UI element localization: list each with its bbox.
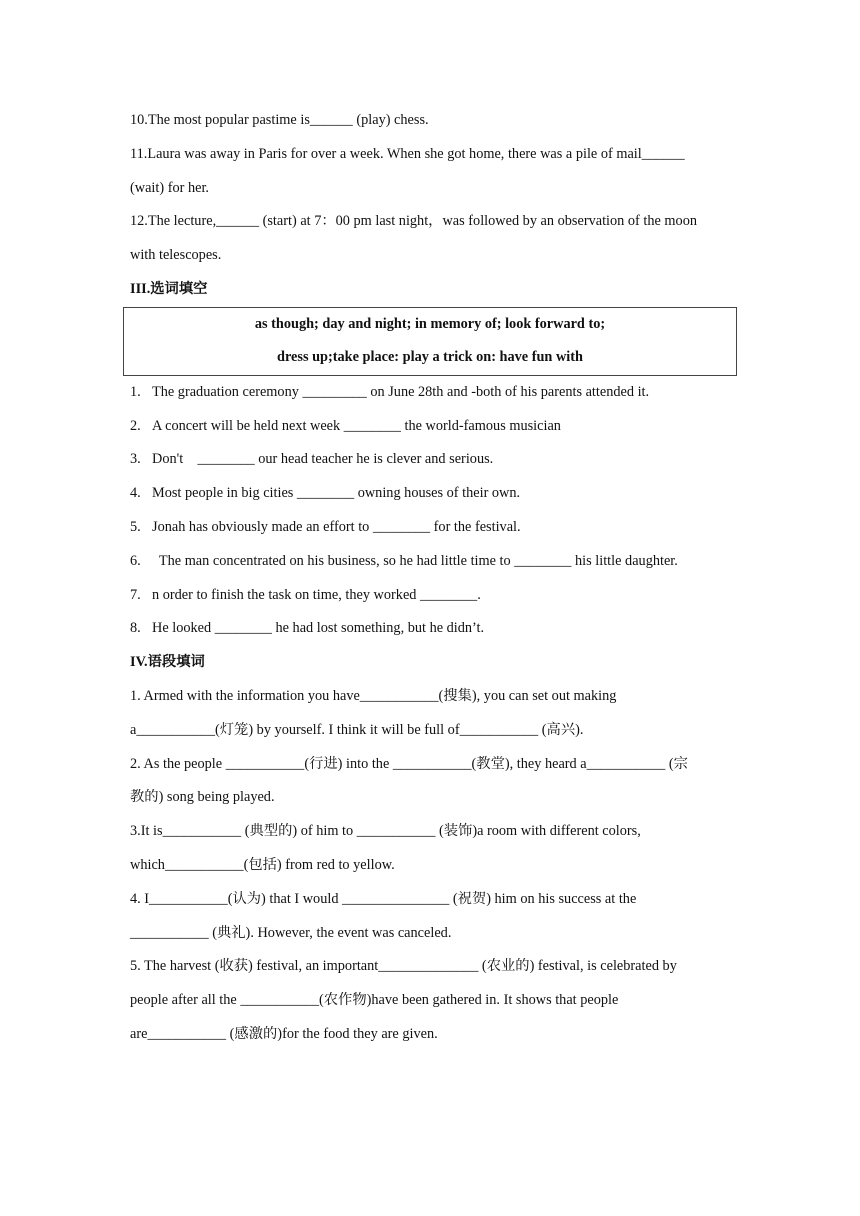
word-bank-line: dress up;take place: play a trick on: have fun with [277,349,583,366]
question-item [130,443,740,477]
text-line: 5. The harvest (收获) festival, an important______________ (农业的) festival, is celebrated by [130,958,677,975]
section-2-items [130,104,740,273]
text-line: (wait) for her. [130,179,209,196]
question-number: 1. [130,383,141,400]
text-line: 2. As the people ___________(行进) into the ___________(教堂), they heard a___________ (宗 [130,755,688,772]
question-text: The man concentrated on his business, so he had little time to ________ his little daughter. [152,552,678,569]
text-line: 4. I___________(认为) that I would _______________ (祝贺) him on his success at the [130,890,637,907]
question-number: 3. [130,451,141,468]
question-text: n order to finish the task on time, they worked ________. [152,586,481,603]
question-text: Most people in big cities ________ owning houses of their own. [152,485,521,502]
section-3-items [130,376,740,646]
question-item [130,511,740,545]
text-line: 教的) song being played. [130,789,275,806]
text-line: are___________ (感激的)for the food they are given. [130,1025,438,1042]
section-4-passage [130,680,740,1052]
text-line: with telescopes. [130,247,222,264]
text-line: a___________(灯笼) by yourself. I think it will be full of___________ (高兴). [130,721,584,738]
word-bank-box [123,307,737,376]
question-number: 4. [130,485,141,502]
text-line: 11.Laura was away in Paris for over a week. When she got home, there was a pile of mail______ [130,145,685,162]
question-item [130,612,740,646]
text-line: ___________ (典礼). However, the event was canceled. [130,924,452,941]
text-line: 3.It is___________ (典型的) of him to ___________ (装饰)a room with different colors, [130,823,641,840]
question-text: Don't ________ our head teacher he is clever and serious. [152,451,494,468]
word-bank-line: as though; day and night; in memory of; look forward to; [254,315,606,332]
question-number: 6. [130,552,141,569]
text-line: 10.The most popular pastime is______ (play) chess. [130,112,429,128]
text-line: which___________(包括) from red to yellow. [130,856,395,873]
section-3-heading: III.选词填空 [130,280,208,297]
question-text: Jonah has obviously made an effort to ________ for the festival. [152,518,521,535]
question-item [130,545,740,579]
question-item [130,376,740,410]
question-number: 5. [130,518,141,535]
document-content [130,104,740,1052]
text-line: 1. Armed with the information you have___________(搜集), you can set out making [130,687,617,704]
question-text: A concert will be held next week ________ the world-famous musician [152,417,561,434]
question-number: 2. [130,417,141,434]
question-item [130,410,740,444]
text-line: people after all the ___________(农作物)have been gathered in. It shows that people [130,992,619,1009]
question-number: 7. [130,586,141,603]
question-number: 8. [130,620,141,637]
section-4-heading: IV.语段填词 [130,654,205,671]
question-text: The graduation ceremony _________ on June 28th and -both of his parents attended it. [152,383,650,400]
text-line: 12.The lecture,______ (start) at 7：00 pm last night，was followed by an observation of the moon [130,213,697,230]
question-item [130,477,740,511]
question-item [130,579,740,613]
question-text: He looked ________ he had lost something, but he didn’t. [152,620,485,637]
